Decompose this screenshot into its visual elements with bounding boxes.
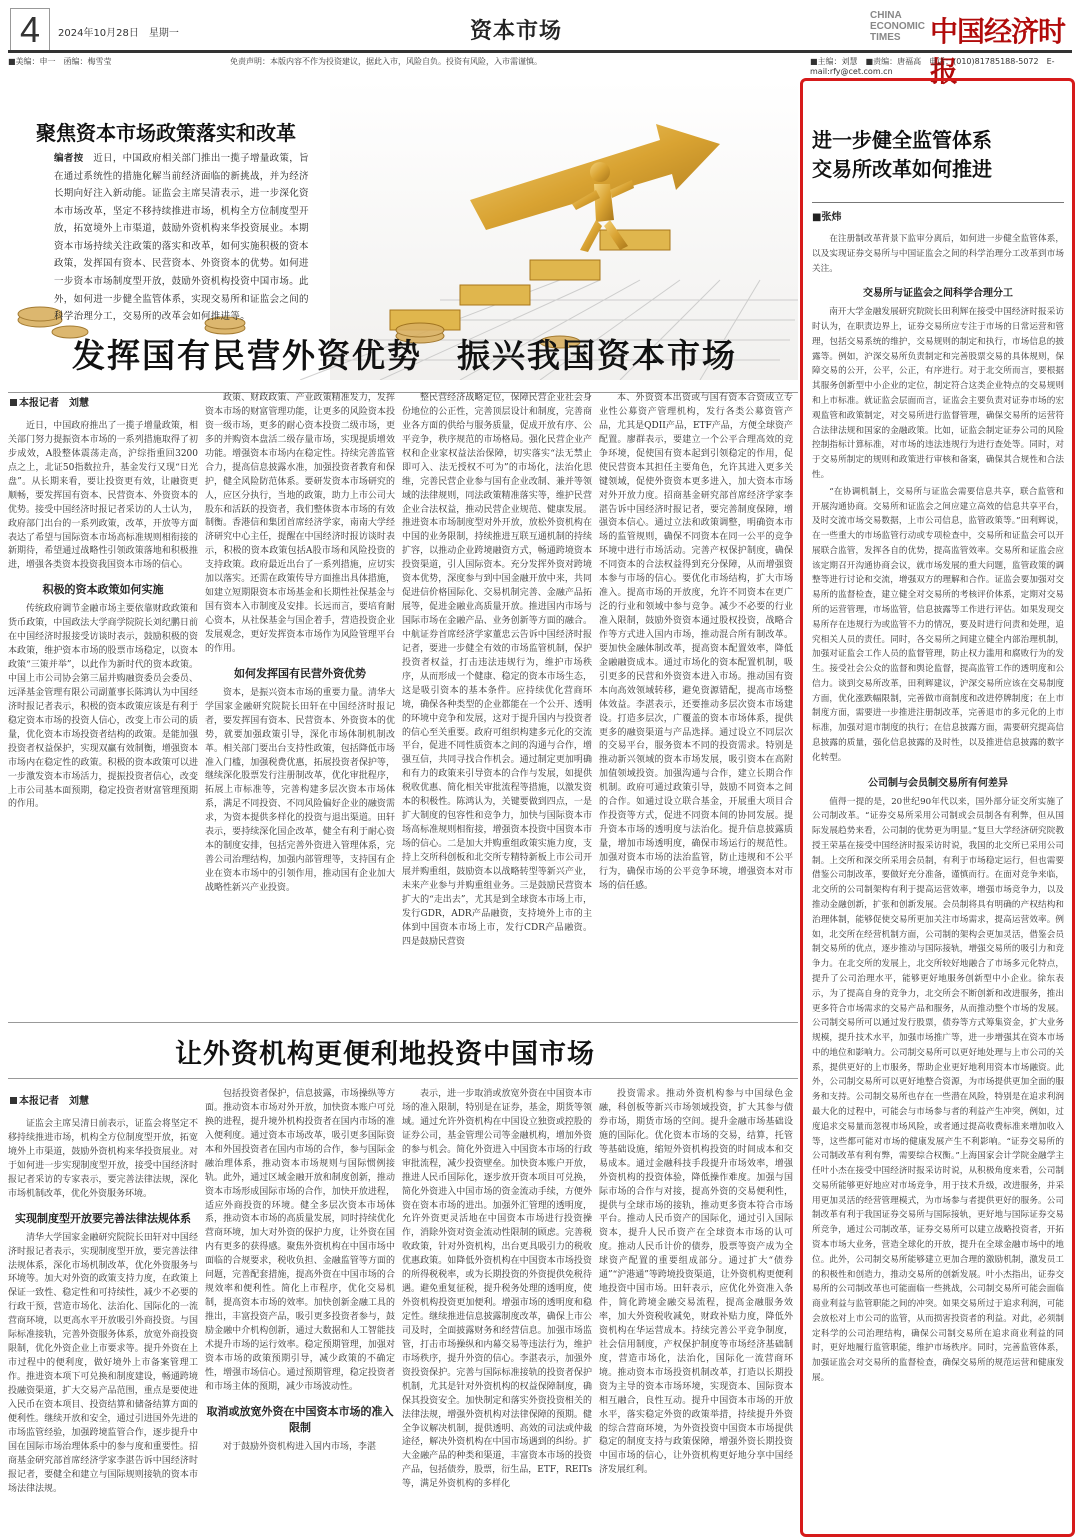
editor-note-body: 近日，中国政府相关部门推出一揽子增量政策，旨在通过系统性的措施化解当前经济面临的新挑战，并为经济长期向好注入新动能。证监会主席吴清表示，进一步深化资本市场改革，坚定不移持续推进市场，机构全方位制度型开放，拓宽境外上市渠道，鼓励外资机构来华投资展业。本期资本市场持续关注政策的落实和改革，如何实施积极的资本政策，发挥国有资本、民营资本、外资资本的优势。如何进一步资本市场制度型开放，鼓励外资机构投资中国市场。此外，如何进一步健全监管体系，实现交易所和证监会之间的科学治理分工，交易所的改革会如何推进等。: [54, 153, 309, 323]
right-article-author: ■张炜: [812, 212, 842, 223]
article1-column-3: [402, 392, 592, 1018]
paragraph: 本、外资资本出资或与国有资本合资成立专业性公募资产管理机构，发行各类公募资管产品，尤其是QDII产品，ETF产品，方便全球资产配置。廖群表示，要建立一个公平合理高效的竞争环境，促使国有资本起到引领稳定的作用，促使民营资本其担任主要角色，允许其进入更多关键领域，促使外资资本更多进入，加大资本市场对外开放力度。招商基金研究部首席经济学家李湛告诉中国经济时报记者，要完善制度保障，增强资本信心。通过立法和政策调整，明确资本市场的监管规则，确保不同资本在同一公平的竞争环境中进行市场活动。完善产权保护制度，确保不同资本的合法权益得到充分保障，从而增强资本参与市场的信心。要优化市场结构，扩大市场准入。提高市场的开放度，允许不同资本在更广泛的行业和领域中参与竞争。减少不必要的行业准入限制，鼓励外资资本通过股权投资，战略合作等方式进入国内市场，推动混合所有制改革。要加快金融体制改革，提高资本配置效率，降低金融融资成本。通过市场化的资本配置机制，吸引更多的民营和外资资本进入市场。推动国有资本向高效领域转移，避免资源错配，提高市场整体效益。李湛表示，还要推动多层次资本市场建设。打造多层次，广覆盖的资本市场体系，提供更多的融资渠道与产品选择。通过设立不同层次的交易平台，服务资本不同的投资需求。特别是推动新兴领域的资本市场发展，吸引资本在高附加值领域投资。加强沟通与合作，建立长期合作机制。政府可通过政策引导，鼓励不同资本之间的合作。如通过设立联合基金，开展重大项目合作投资等方式，促进不同资本间的协同发展。提升资本市场的透明度与法治化。提升信息披露质量，增加市场透明度，确保市场运行的规范性。加强对资本市场的法治监管，防止违规和不公平行为，确保市场的公平竞争环境，增强资本对市场的信任感。: [599, 393, 793, 891]
header-rule: [8, 50, 1072, 53]
paragraph: 清华大学国家金融研究院院长田轩对中国经济时报记者表示，实现制度型开放，要完善法律法规体系，深化市场机制改革，优化外资服务与环境等。加大对外资的政策支持力度，在政策上保证一致性、稳定性和可持续性，减少不必要的行政干预，营造市场化、法治化、国际化的一流营商环境，以更高水平开放吸引外商投资。与国际标准接轨，完善外资服务体系，放宽外商投资限制，优化外资企业上市要求等。提升外资在上市过程中的便利度，做好境外上市备案管理工作。推进资本项下可兑换和制度建设，畅通跨境投融资渠道，扩大交易产品范围，重点是要使进入民币在资本项目、投资结算和储备结算方面的便利性。继续开放和安全，通过引进国外先进的市场监管经验，加强跨境监管合作，逐步提升中国在国际市场治理体系中的参与度和重要性。招商基金研究部首席经济学家李湛告诉中国经济时报记者，要健全和建立与国际规则接轨的资本市场法律法规。: [8, 1232, 198, 1494]
article1-column-2: [205, 392, 395, 1018]
article2-column-3: [402, 1088, 592, 1534]
editor-note-label: 编者按: [54, 153, 84, 164]
paragraph: 政策、财政政策、产业政策精准发力，发挥资本市场的财富管理功能，让更多的风险资本投资一级市场，更多的耐心资本投资二级市场，更多的并购资本盘活二级存量市场，实现提质增效功能。增强资本市场内在稳定性。持续完善监管合力，提高信息披露水准，加强投资者教育和保护，健全风险防范体系。要研发资本市场研究的人，应区分执行，当地的政策，助力上市公司大股东和活跃的投资者，我们整体资本市场的有效制衡。香港信和集团首席经济学家，南南大学经济研究中心主任，提醒在中国经济时报访谈时表示，积极的资本政策包括A股市场和风险投资的支持政策。政府最近出台了一系列措施，应切实加以落实。还需在政策传导方面推出具体措施，如建立短期限资本市场基金和长期性社保基金与国有资本入市制度及安排。长远而言，要培育耐心资本，从社保基金与国企着手，营造投资企业发展观念，更好发挥资本市场作为风险管理平台的作用。: [205, 393, 395, 654]
paragraph: 包括投资者保护，信息披露，市场操纵等方面。推动资本市场对外开放，加快资本账户可兑换的进程，提升境外机构投资者在国内市场的准入便利度。通过资本市场改革，吸引更多国际资本和外国投资者在国内市场的合作，参与国际金融治理体系，推动资本市场规则与国际惯例接轨。此外，通过区域金融开放和制度创新，推动资本市场形成国际市场的合作，加快开放进程，适应外商投资的环境。健全多层次资本市场体系，推动资本市场的高质量发展，同时持续优化营商环境，加大对外资的保护力度，让外资在国内有更多的获得感。聚焦外资机构在中国市场中面临的合规要求，税收负担、金融监管等方面的问题，完善配套措施，提高外资在中国市场的合规效率和便利性。简化上市程序，优化交易机制，提高资本市场的效率。加快创新金融工具的推出，丰富投资产品，吸引更多投资者参与，鼓励金融中介机构创新，通过大数据和人工智能技术提升市场的运行效率。稳定预期管理，加强对资本市场的政策预期引导，减少政策的不确定性，增强市场信心。通过预期管理，稳定投资者和市场主体的预期，减少市场波动性。: [205, 1089, 395, 1392]
byline-marker: [10, 1097, 17, 1104]
article2-column-2: [205, 1088, 395, 1534]
paragraph: 整民营经济战略定位，保障民营企业社会身份地位的公正性，完善顶层设计和制度，完善商业各方面的供给与服务质量，促成开放有序、公平竞争，秩序规范的市场格局。强化民营企业产权和企业家权益法治保障，切实落实“法无禁止即可入、法无授权不可为”的市场化，法治化思维，完善民营企业参与国有企业改制、兼并等领域的法律规则，同法政策精准落实等，维护民营企业合法权益，推动民营企业规范、健康发展。推进资本市场制度型对外开放，放松外资机构在中国的业务限制，持续推进互联互通机制的持续扩容，以推动企业跨境融资方式，畅通跨境资本投资渠道，引人国际资本。充分发挥外资对跨境资本优势，深度参与到中国金融开放中来，共同促进信价格国际化、交易机制完善、金融产品拓展等，促进金融业高质量开放。推进国内市场与国际市场在金融产品、业务创新等方面的融合。中航证券首席经济学家董忠云告诉中国经济时报记者，要进一步健全有效的市场监管机制，保护投资者权益，打击违法违规行为，维护市场秩序，从而形成一个健康、稳定的资本市场生态，这是吸引资本的基本条件。应持续优化营商环境，确保各种类型的企业都能在一个公开、透明的环境中竞争和发展，这对于提升国内与投资者的信心至关重要。政府可组织构建多元化的交流平台，促进不同性质资本之间的沟通与合作，增强互信，共同寻找合作机会。通过制定更加明确和有力的政策来引导资本的合作与发展，如提供税收优惠、简化相关审批流程等措施，以激发资本的积极性。陈鸿认为，关键要做到四点，一是扩大制度的包容性和竞争力，加快与国际资本市场高标准规则相衔接，增强资本投资中国资本市场的信心。二是加大并购重组政策实施力度，支持上交所科创板和北交所专精特新板上市公司开展并购重组，鼓励资本以战略转型等新兴产业，未来产业参与并购重组业务。三是鼓励民营资本扩大的“走出去”，尤其是到全球资本市场上市，发行GDR，ADR产品融资，支持境外上市的主体到中国资本市场上市，发行CDR产品融资。四是鼓励民营资: [402, 393, 592, 947]
editor-note: [54, 150, 309, 326]
subheading: 如何发挥国有民营外资优势: [234, 666, 366, 680]
editor-credits-left: ■美编：申一 函编：梅雪莹: [8, 57, 112, 66]
divider: [8, 1022, 798, 1023]
section-title: 资本市场: [470, 18, 563, 44]
title-line: 进一步健全监管体系: [812, 128, 992, 152]
paragraph: 对于鼓励外资机构进入国内市场，李湛: [223, 1441, 377, 1452]
logo-line: ECONOMIC: [870, 21, 925, 32]
newspaper-logo: 中国经济时报: [930, 15, 1066, 88]
divider: [812, 202, 1064, 203]
article1-column-1: [8, 420, 198, 1018]
paragraph: 传统政府调节金融市场主要依靠财政政策和货币政策，中国政法大学商学院院长刘纪鹏日前在中国经济时报接受访谈时表示，鼓励积极的资本政策，维护资本市场的股票市场稳定，以资本政策“三策并举”，以此作为新时代的资本政策。中国上市公司协会第三届并购融资委员会委员、远泽基金管理有限公司副董事长陈鸿认为中国经济时报记者表示，积极的资本政策应该是有利于稳定资本市场的投资人信心，改变上市公司的质量，优化资本市场投资者结构的政策。是能加强投资者权益保护，实现双赢有效制衡，增强资本市场内在稳定性的政策。积极的资本政策可以进一步激发资本市场活力，提振投资者信心，改变上市公司基本面预期，稳定投资者财富管理预期的作用。: [8, 604, 198, 810]
logo-line: CHINA: [870, 10, 902, 21]
article1-column-4: [599, 392, 793, 1018]
paragraph: 南开大学金融发展研究院院长田利辉在接受中国经济时报采访时认为，在职责边界上，证券交易所应专注于市场的日常运营和管理，包括交易系统的维护，交易规则的制定和执行，市场信息的披露等。例如，沪深交易所负责制定和完善股票交易的具体规则，保障交易的公开，公平，公正，有序进行。对于北交所而言，要根据其服务创新型中小企业的定位，制定符合这类企业特点的交易规则和上市标准。就证监会层面而言，证监会主要负责对证券市场的宏观监管和政策制定，对交易所进行监督管理，确保交易所的运营符合法律法规和国家的金融政策。比如，证监会制定证券公司的风险控制指标计算标准，对市场的违法违规行为进行查处等。同时，对于交易所制定的规则和政策进行审核和备案，确保其合规性和合法性。: [812, 307, 1064, 480]
byline-label: 本报记者: [19, 398, 59, 409]
article1-byline: [10, 394, 89, 409]
logo-line: TIMES: [870, 32, 901, 43]
byline-name: 刘慧: [69, 398, 89, 409]
paragraph: 表示，进一步取消或放宽外资在中国资本市场的准入限制，特别是在证券，基金，期货等领域。通过允许外资机构在中国设立独资或控股的证券公司，基金管理公司等金融机构，增加外资的参与机会。简化外资进入中国资本市场的行政审批流程，减少投资壁垒。加快资本账户开放，推进人民币国际化，逐步放开资本项目可兑换，简化外资进入中国市场的资金流动手续，方便外资在资本市场的进出。加强外汇管理的透明度，允许外资更灵活地在中国资本市场进行投资操作，消除外资对资金流动性限制的顾虑。完善税收政策，针对外资机构，出台更具吸引力的税收优惠政策。如降低外资机构在中国资本市场投资的所得税税率，或为长期投资的外资提供免税待遇。避免重复征税，提升税务处理的透明度，使外资机构投资更加便利。增强市场的透明度和稳定性。继续推进信息披露制度改革，确保上市公司及时，全面披露财务和经营信息。加强市场监管，打击市场操纵和内幕交易等违法行为，维护市场秩序，提升外资的信心。李湛表示，加强外资投资保护。完善与国际标准接轨的投资者保护机制，尤其是针对外资机构的权益保障制度，确保其投资安全。加快制定和落实外资投资相关的法律法规，增强外资机构对法律保障的预期。健全争议解决机制，提供透明、高效的司法或仲裁途径，解决外资机构在中国市场遇到的纠纷。扩大金融产品的种类和渠道，丰富资本市场的投资产品，包括债券，股票，衍生品，ETF，REITs等，满足外资机构的多样化: [402, 1089, 592, 1490]
byline-name: 刘慧: [69, 1096, 89, 1107]
issue-date: 2024年10月28日 星期一: [58, 28, 179, 39]
subheading: 积极的资本政策如何实施: [42, 583, 164, 597]
paragraph: 近日，中国政府推出了一揽子增量政策，相关部门努力提振资本市场的一系列措施取得了初步成效，A股整体震荡走高，沪综指重回3200点之上，北证50指数拉升，基金发行又现“日光盘”。从长期来看，要让投资更有效，让融资更顺畅，要发挥国有资本、民营资本、外资资本的优势。接受中国经济时报记者采访的人士认为，政府部门出台的一系列政策，改革，开放等方面表达了希望与国际资本市场高标准规则相衔接的新期待，希望通过战略性引领政策落地和积极推进，增强各类资本投资我国资本市场的信心。: [8, 421, 198, 571]
feature-title: 聚焦资本市场政策落实和改革: [36, 121, 296, 145]
article1-headline: 发挥国有民营外资优势 振兴我国资本市场: [72, 336, 737, 375]
right-article-body: [812, 232, 1064, 1532]
paragraph: 在注册制改革背景下监审分离后，如何进一步健全监管体系，以及实现证券交易所与中国证监会之间的科学治理分工改革到市场关注。: [812, 234, 1064, 274]
article2-headline: 让外资机构更便利地投资中国市场: [175, 1039, 595, 1070]
paragraph: 投资需求。推动外资机构参与中国绿色金融，科创板等新兴市场领域投资，扩大其参与债券市场，期货市场的空间。提升金融市场基础设施的国际化。优化资本市场的交易，结算，托管等基础设施，缩短外资机构投资的时间成本和交易成本。通过金融科技手段提升市场效率，增强外资机构的投资体验，降低操作难度。加强与国际市场的合作与对接，提高外资的交易便利性，提供与全球市场的接轨，推动更多资本符合市场平台。推动人民币资产的国际化，通过引入国际资本，提升人民币资产在全球资本市场的认可度。推动人民币计价的债券，股票等资产成为全球资产配置的重要组成部分。通过扩大“债券通”“沪港通”等跨境投资渠道，让外资机构更便利地投资中国市场。田轩表示，应优化外资准入条件，简化跨境金融交易流程，提高金融服务效率，加大外资税收减免，财政补贴力度，降低外资机构在华运营成本。持续完善公平竞争制度，社会信用制度，产权保护制度等市场经济基础制度，营造市场化，法治化，国际化一流营商环境。推动资本市场投资机制改革，打造以长期投资为主导的资本市场环境，实现资本、国际资本相互融合，良性互动。提升中国资本市场的开放水平，落实稳定外资的政策举措，持续提升外资的综合营商环境，为外资投资中国资本市场提供稳定的制度支持与政策保障，增强外资长期投资中国市场的信心，让外资机构更好地分享中国经济发展红利。: [599, 1089, 793, 1476]
english-logo: [870, 10, 925, 43]
divider: [8, 1078, 798, 1079]
page-number: 4: [10, 8, 50, 52]
disclaimer: 免责声明：本版内容不作为投资建议，据此入市，风险自负。投资有风险，入市需谨慎。: [230, 57, 542, 66]
paragraph: 证监会主席吴清日前表示，证监会将坚定不移持续推进市场，机构全方位制度型开放，拓宽境外上市渠道，鼓励外资机构来华投资展业。对于如何进一步实现制度型开放，接受中国经济时报记者采访的专家表示，要完善法律法规，深化市场机制改革，优化外资服务环境。: [8, 1119, 198, 1199]
subheading: 取消或放宽外资在中国资本市场的准入限制: [206, 1404, 394, 1434]
subheading: 实现制度型开放要完善法律法规体系: [15, 1211, 191, 1225]
paragraph: 值得一提的是，20世纪90年代以来，国外部分证交所实施了公司制改革。“证券交易所采用公司制或会员制各有利弊，但从国际发展趋势来看，公司制的优势更为明显。”复旦大学经济研究院教授王荣基在接受中国经济时报采访时说，我国的北交所已采用公司制。上交所和深交所采用会员制，有利于市场稳定运行，但也需要借鉴公司制改革，要做好充分准备，谨慎而行。在面对竞争来临，北交所的公司制架构有利于提高运营效率，增强市场竞争力，以及推动金融创新，扩张和创新发展。会员制将具有明确的产权结构和治理体制，能够促使交易所更加关注市场需求，提高运营效率。例如，北交所在经营机制方面，公司制的架构会更加灵活，借鉴会员制交易所的优点，逐步推动与国际接轨，增强交易所的吸引力和竞争力。在北交所的发展上，北交所较好地融合了市场多元化特点，提升了公司治理水平，能够更好地服务创新型中小企业。徐东表示，为了提高自身的竞争力，北交所会不断创新和改进服务，推出更多符合市场需求的交易产品和服务，从而推动整个市场的发展。公司制交易所可以通过发行股票，债券等方式筹集资金，扩大业务规模，提升技术水平，加强市场推广等，进一步增强其在资本市场中的地位和影响力。公司制交易所可以更好地处理与上市公司的关系，提供更好的上市服务，帮助企业更好地利用资本市场融资。此外，公司制交易所可以更好地整合资源，为市场提供更加全面的服务和支持。公司制交易所也存在一些潜在风险，特别是在追求利润最大化的过程中，可能会与市场参与者的利益产生冲突，例如，过度追求交易量而忽视市场风险，或者通过提高收费标准来增加收入等，这些都可能对市场的健康发展产生不利影响。“证券交易所的公司制改革有利有弊，需要综合权衡。”上海国家会计学院金融学主任叶小杰在接受中国经济时报采访时说，从积极角度来看，公司制交易所能够更好地应对市场竞争，用于技术升级，改进服务，并采用更加灵活的经营管理模式，为市场参与者提供更好的服务。公司制改革有利于我国证券交易所与国际接轨，更好地与国际证券交易所竞争，通过公司制改革，证券交易所可以建立战略投资者，开拓资本市场大业务，营造全球化的开放，提升在全球金融市场中的地位。此外，公司制交易所能够建立更加合理的激励机制，激发员工的积极性和创造力，推动交易所的创新发展。叶小杰指出，证券交易所的公司制改革也可能面临一些挑战，公司制交易所可能会面临商业利益与监管职能之间的冲突。如果交易所过于追求利润，可能会放松对上市公司的监管，从而损害投资者的利益。对此，必须制定科学的公司治理结构，确保公司制交易所在追求商业利益的同时，更好地履行监管职能，维护市场秩序。同时，完善监管体系，加强证监会对交易所的监督检查，确保交易所的规范运营和健康发展。: [812, 796, 1064, 1384]
byline-label: 本报记者: [19, 1096, 59, 1107]
editor-credits-right: ■主编：刘慧 ■责编：唐福高 电话：(010)81785188-5072 E-mail:rfy@cet.com.cn: [810, 57, 1055, 76]
title-line: 交易所改革如何推进: [812, 157, 992, 181]
subheading: 交易所与证监会之间科学合理分工: [863, 288, 1013, 300]
byline-marker: [10, 399, 17, 406]
article2-column-4: [599, 1088, 793, 1534]
article2-byline: [10, 1092, 89, 1107]
paragraph: 资本，是振兴资本市场的重要力量。清华大学国家金融研究院院长田轩在中国经济时报记者，要发挥国有资本、民营资本、外资资本的优势，就要加强政策引导，深化市场体制机制改革。相关部门要出台支持性政策，包括降低市场准入门槛，加强税费优惠，拓展投资者保护等，继续深化股票发行注册制改革，优化审批程序，拓展上市标准等，完善构建多层次资本市场体系，满足不同投资、不同风险偏好企业的融资需求，为资本提供多样化的投资与退出渠道。田轩表示，要持续深化国企改革，健全有利于耐心资本的制度安排，包括完善外资进入管理体系，完善公司治理结构，加强内部管理等，支持国有企业在资本市场中的引领作用，推动国有企业加大战略性新兴产业投资。: [205, 687, 395, 893]
right-article-title: [812, 126, 992, 184]
article2-column-1: [8, 1118, 198, 1534]
paragraph: “在协调机制上，交易所与证监会需要信息共享，联合监管和开展沟通协商。交易所和证监会之间应建立高效的信息共享平台，及时交流市场交易数据，上市公司信息，监管政策等。”田利辉说，在一些重大的市场监管行动或专项检查中，交易所和证监会可以开展联合监管，发挥各自的优势，提高监管效率。交易所和证监会应该定期召开沟通协商会议，就市场发展的重大问题，监管政策的调整等进行讨论和交流，增强双方的理解和合作。证监会要加强对交易所的监督检查，建立健全对交易所的考核评价体系，定期对交易所的运营管理，市场监管，信息披露等工作进行评估。如果发现交易所存在违规行为或监管不力的情况，要及时进行问责和处理，追究相关人员的责任。同时，各交易所之间建立健全内部治理机制，加强对证监会工作人员的监督管理，防止权力滥用和腐败行为的发生。接受社会公众的监督和舆论监督，提高监管工作的透明度和公信力。谈到交易所改革，田利辉建议，沪深交易所应该在交易制度方面，优化涨跌幅限制，完善做市商制度和改进停牌制度；在上市制度方面，需要进一步推进注册制改革，完善退市的多元化的上市标准，加强对退市制度的执行；在信息披露方面，需要研究提高信息披露的质量，强化信息披露的及时性，以及推进信息披露的数字化转型。: [812, 486, 1064, 763]
subheading: 公司制与会员制交易所有何差异: [868, 777, 1008, 789]
